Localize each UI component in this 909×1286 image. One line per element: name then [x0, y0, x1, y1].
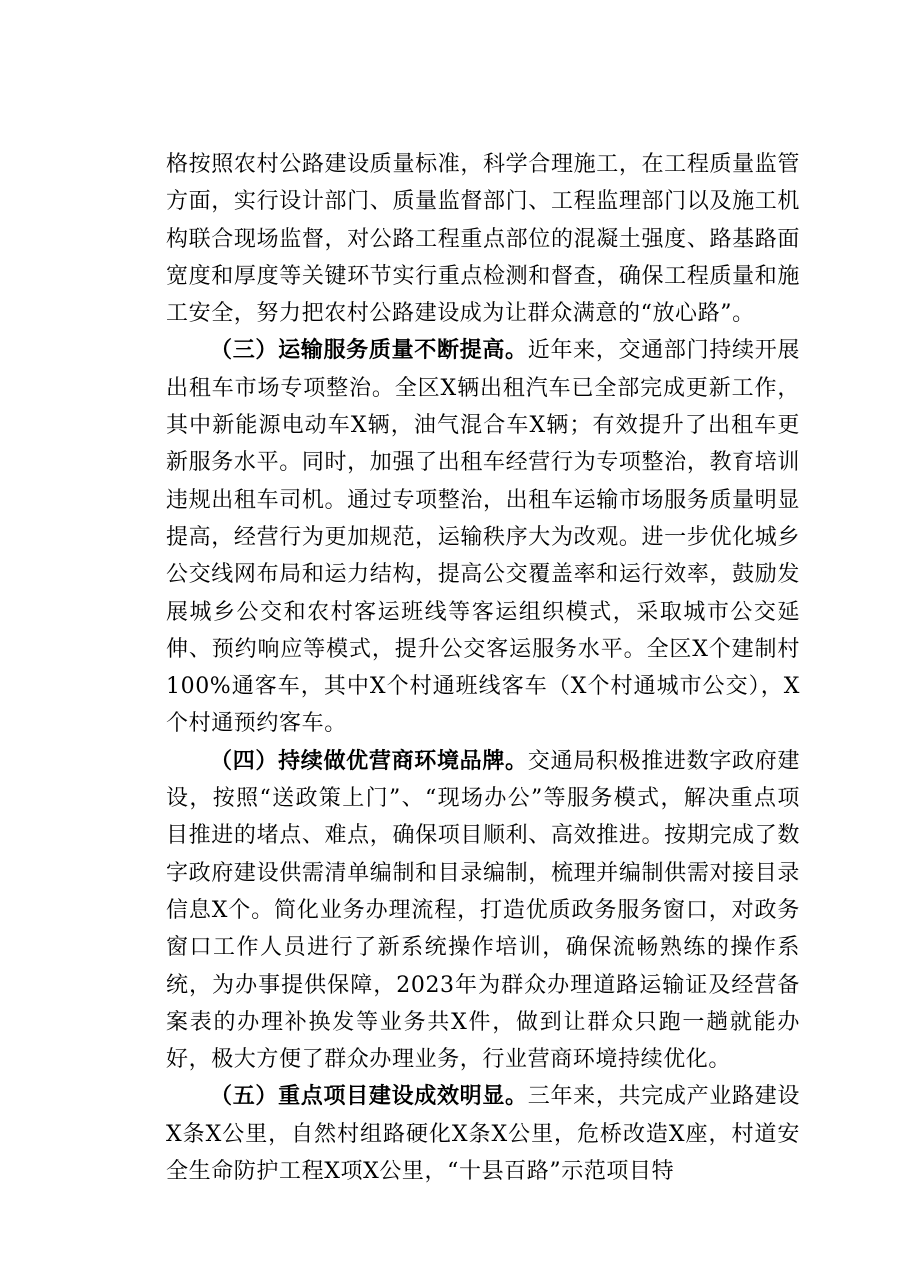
paragraph-text: 格按照农村公路建设质量标准，科学合理施工，在工程质量监管方面，实行设计部门、质量监督部门、工程监理部门以及施工机构联合现场监督，对公路工程重点部位的混凝土强度、路基路面宽度和厚度等关键环节实行重点检测和督查，确保工程质量和施工安全，努力把农村公路建设成为让群众满意的“放心路”。: [166, 152, 800, 327]
paragraph-text: 交通局积极推进数字政府建设，按照“送政策上门”、“现场办公”等服务模式，解决重点项目推进的堵点、难点，确保项目顺利、高效推进。按期完成了数字政府建设供需清单编制和目录编制，梳理并编制供需对接目录信息X个。简化业务办理流程，打造优质政务服务窗口，对政务窗口工作人员进行了新系统操作培训，确保流畅熟练的操作系统，为办事提供保障，2023年为群众办理道路运输证及经营备案表的办理补换发等业务共X件，做到让群众只跑一趟就能办好，极大方便了群众办理业务，行业营商环境持续优化。: [166, 748, 801, 1073]
paragraph-business-environment: [166, 743, 800, 1079]
paragraph-heading: （四）持续做优营商环境品牌。: [210, 747, 528, 774]
paragraph-road-quality: [166, 146, 800, 332]
paragraph-heading: （三）运输服务质量不断提高。: [210, 337, 528, 364]
paragraph-transport-service: [166, 332, 800, 742]
paragraph-heading: （五）重点项目建设成效明显。: [210, 1083, 528, 1110]
paragraph-text: 近年来，交通部门持续开展出租车市场专项整治。全区X辆出租汽车已全部完成更新工作，其中新能源电动车X辆，油气混合车X辆；有效提升了出租车更新服务水平。同时，加强了出租车经营行为专项整治，教育培训违规出租车司机。通过专项整治，出租车运输市场服务质量明显提高，经营行为更加规范，运输秩序大为改观。进一步优化城乡公交线网布局和运力结构，提高公交覆盖率和运行效率，鼓励发展城乡公交和农村客运班线等客运组织模式，采取城市公交延伸、预约响应等模式，提升公交客运服务水平。全区X个建制村100%通客车，其中X个村通班线客车（X个村通城市公交），X个村通预约客车。: [166, 338, 801, 737]
paragraph-text: 三年来，共完成产业路建设X条X公里，自然村组路硬化X条X公里，危桥改造X座，村道安全生命防护工程X项X公里，“十县百路”示范项目特: [166, 1084, 801, 1185]
document-body: [166, 146, 800, 1190]
paragraph-key-projects: [166, 1078, 800, 1190]
